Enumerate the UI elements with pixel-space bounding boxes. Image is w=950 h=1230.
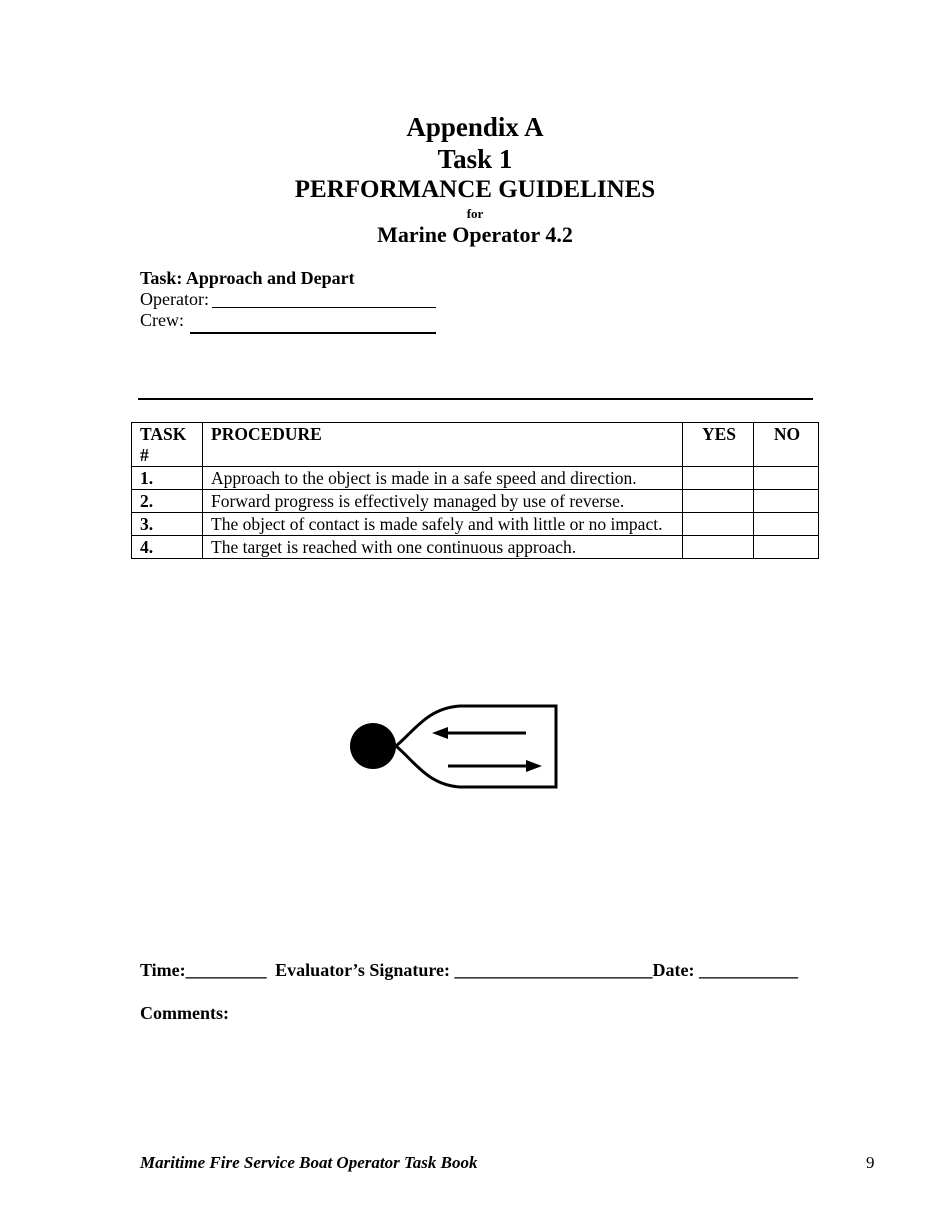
procedure-table	[131, 422, 819, 559]
table-row	[132, 513, 819, 536]
crew-label: Crew:	[140, 310, 184, 330]
subject-title: Marine Operator 4.2	[377, 222, 573, 247]
depart-arrowhead-icon	[526, 760, 542, 772]
yes-cell[interactable]	[683, 536, 754, 559]
table-row	[132, 536, 819, 559]
yes-cell[interactable]	[683, 467, 754, 490]
task-title: Task 1	[437, 144, 513, 174]
guidelines-heading: PERFORMANCE GUIDELINES	[294, 176, 656, 203]
no-cell[interactable]	[754, 536, 819, 559]
for-label: for	[466, 206, 484, 221]
crew-row	[140, 310, 355, 331]
table-row	[132, 490, 819, 513]
approach-path-icon	[396, 706, 556, 787]
operator-label: Operator:	[140, 289, 209, 309]
operator-field[interactable]	[212, 287, 436, 308]
table-header-row	[132, 423, 819, 467]
crew-field[interactable]	[190, 312, 436, 334]
divider	[138, 398, 813, 400]
row-procedure: The target is reached with one continuous approach.	[203, 536, 683, 559]
row-procedure: The object of contact is made safely and with little or no impact.	[203, 513, 683, 536]
no-cell[interactable]	[754, 467, 819, 490]
row-number: 3.	[132, 513, 203, 536]
approach-arrowhead-icon	[432, 727, 448, 739]
row-number: 1.	[132, 467, 203, 490]
row-number: 2.	[132, 490, 203, 513]
yes-cell[interactable]	[683, 513, 754, 536]
task-info	[140, 268, 355, 331]
table-row	[132, 467, 819, 490]
target-object-icon	[350, 723, 396, 769]
no-cell[interactable]	[754, 490, 819, 513]
evaluator-signature-field[interactable]: Evaluator’s Signature: ______________________	[275, 960, 653, 980]
date-field[interactable]: Date: ___________	[652, 960, 798, 980]
appendix-title: Appendix A	[406, 112, 544, 142]
comments-label: Comments:	[140, 1003, 229, 1023]
row-procedure: Forward progress is effectively managed by use of reverse.	[203, 490, 683, 513]
yes-cell[interactable]	[683, 490, 754, 513]
header-no: NO	[754, 423, 819, 467]
book-title: Maritime Fire Service Boat Operator Task Book	[140, 1153, 478, 1172]
approach-depart-diagram	[340, 696, 566, 794]
row-procedure: Approach to the object is made in a safe speed and direction.	[203, 467, 683, 490]
signature-line	[140, 960, 798, 981]
no-cell[interactable]	[754, 513, 819, 536]
time-field[interactable]: Time:_________	[140, 960, 267, 980]
header-task-number: TASK #	[132, 423, 203, 467]
header-yes: YES	[683, 423, 754, 467]
page-number: 9	[866, 1153, 875, 1172]
header-procedure: PROCEDURE	[203, 423, 683, 467]
task-label: Task: Approach and Depart	[140, 268, 355, 288]
row-number: 4.	[132, 536, 203, 559]
operator-row	[140, 289, 355, 310]
